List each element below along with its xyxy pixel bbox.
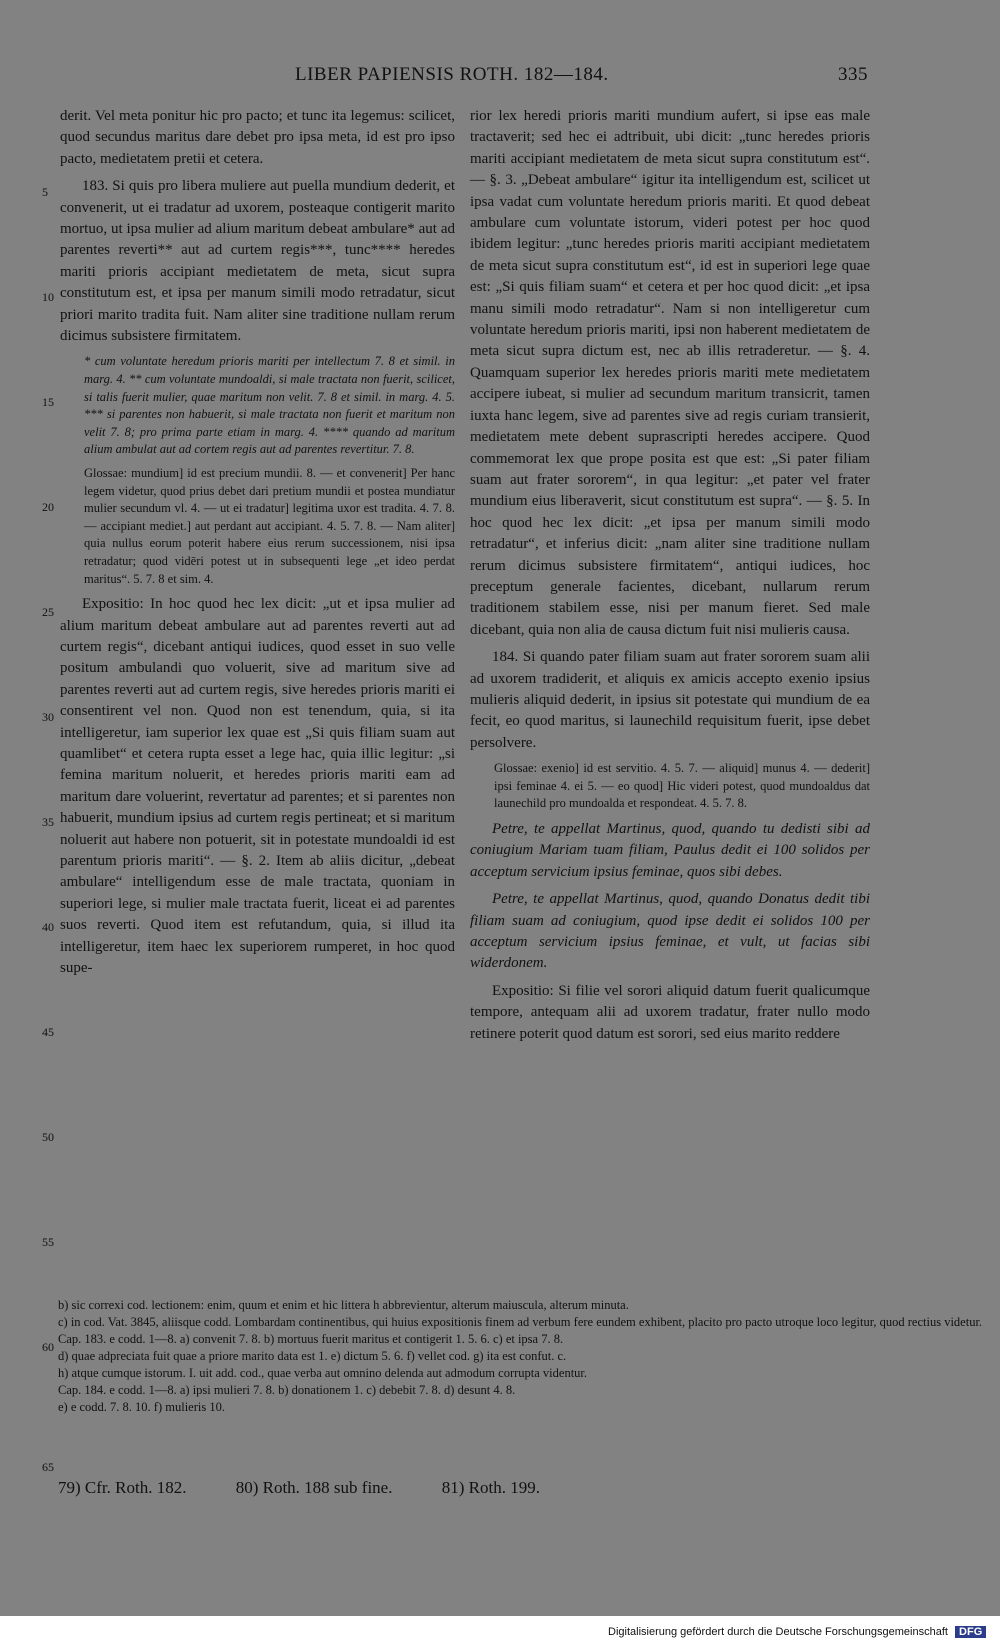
formula-1: Petre, te appellat Martinus, quod, quando tu dedisti sibi ad coniugium Mariam tuam filiam, Paulus dedit ei 100 solidos per acceptum servicium ipsius feminae, quos sibi debes. xyxy=(470,820,870,880)
expositio-184: Expositio: Si filie vel sorori aliquid datum fuerit qualicumque tempore, antequam alii ad uxorem tradatur, frater nullo modo retinere poterit quod datum est sorori, sed eius marito reddere xyxy=(470,982,870,1042)
footnote-line: e) e codd. 7. 8. 10. f) mulieris 10. xyxy=(58,1400,225,1414)
dfg-logo: DFG xyxy=(955,1626,986,1638)
continuation-paragraph: rior lex heredi prioris mariti mundium aufert, si ipse eas male tractaverit; sed hec ei adtribuit, ubi dicit: „tunc heredes prioris mariti accipiant medietatem de meta sicut supra constitutum est“. — §. 3. „Debeat ambulare“ igitur ita intelligendum est, scilicet ut ipsa vadat cum voluntate heredum prioris mariti. Et quod debeat ambulare cum voluntate istorum, videri potest per hoc quod ibidem legitur: „tunc heredes prioris mariti accipiant medietatem de meta sicut supra constitutum est“, id est in superiori lege quae est: „Si quis filiam suam“ et cetera et per hoc quod dicit: „et ipsa manu simili modo retradatur“. Nam si non intelligeretur cum voluntate heredum prioris mariti, ipsi non haberent medietatem de meta sicut supra dictum est, nec ab illis retraderetur. — §. 4. Quamquam superior lex heredes prioris mariti mete medietatem accipere iubeat, si mulier ad secundum maritum transicrit, tamen iuxta hanc legem, sive ad parentes sive ad regis curiam transierit, medietatem mete debent suprascripti heredes accipere. Quod commemorat lex que prope posita est que est: „Si pater filiam suam aut frater sororem“, in qua legitur: „et pater vel frater mundium eius liberaverit, sicut constitutum est supra“. — §. 5. In hoc quod hec lex dicit: „et ipsa per manum simili modo retradatur“, et inferius dicit: „nam aliter sine traditione nullam rerum dicimus subsistere firmitatem“, antiqui iudices, hoc preceptum generale facientes, dicebant, nullarum rerum traditionem stabilem esse, nisi per manum fieret. Sed male dicebant, quia non alia de causa dictum fuit nisi mulieris causa. xyxy=(470,108,870,638)
line-number: 40 xyxy=(42,920,54,934)
line-number: 30 xyxy=(42,710,54,724)
chapter-184: 184. Si quando pater filiam suam aut frater sororem suam alii ad uxorem tradiderit, et aliquis ex amicis accepto exenio ipsius mulieris aliquid dederit, in ipsius sit potestate qui mundium de ea fecit, eo quod maritus, si launechild requisitum fuerit, ipse debet persolvere. xyxy=(470,649,870,751)
glossae-184: Glossae: exenio] id est servitio. 4. 5. 7. — aliquid] munus 4. — dederit] ipsi feminae 4. ei 5. — eo quod] Hic videri potest, quod mundoaldus dat launechild pro mundoalda et respondeat. 4. 5. 7. 8. xyxy=(494,761,870,811)
line-number: 25 xyxy=(42,605,54,619)
expositio-183: Expositio: In hoc quod hec lex dicit: „ut et ipsa mulier ad alium maritum debeat ambulare aut ad parentes reverti aut ad curtem regis“, dicebant antiqui iudices, quod esset in suo velle positum ambulandi quo voluerit, sive ad maritum sive ad parentes reverti aut ad curtem regis, sive heredes prioris mariti ei consentirent vel non. Quod non est tenendum, quia, si ita intelligeretur, iam superior lex quae est „Si quis filiam suam aut quamlibet“ et cetera rupta esset a lege hac, quia illic legitur: „si femina maritum noluerit, et heredes prioris mariti eam ad maritum dare voluerint, revertatur ad parentes; et si parentes non habuerit, mundium ipsius ad curtem regis pertineat; et si maritum noluerit aut habere non potuerit, sit in potestate mundoaldi id est parentum prioris mariti“. — §. 2. Item ab aliis dicitur, „debeat ambulare“ intelligendum esse de male tractata, quoniam in superiori lege, si mulier male tractata fuerit, liceat ei ad parentes suos reverti. Quod item est refutandum, quia, si illud ita intelligeretur, item haec lex superiorem rumperet, in hoc quod supe- xyxy=(60,596,455,977)
chapter-183: 183. Si quis pro libera muliere aut puella mundium dederit, et convenerit, ut ei tradatur ad uxorem, posteaque contigerit marito mortuo, ut ipsa mulier ad alium maritum debeat ambulare* aut ad parentes reverti** aut ad curtem regis***, tunc**** heredes mariti prioris accipiant medietatem de meta, sicut supra constitutum est, et ipsa per manum simili modo retradatur, sicut priori marito tradita fuit. Nam aliter sine traditione nullam rerum dicimus subsistere firmitatem. xyxy=(60,178,455,345)
line-number: 45 xyxy=(42,1025,54,1039)
footnote-line: h) atque cumque istorum. I. uit add. cod., quae verba aut omnino delenda aut admodum corrupta videntur. xyxy=(58,1366,588,1380)
line-number: 55 xyxy=(42,1235,54,1249)
reference-note: 81) Roth. 199. xyxy=(441,1478,540,1497)
line-number: 10 xyxy=(42,290,54,304)
credit-text: Digitalisierung gefördert durch die Deutsche Forschungsgemeinschaft xyxy=(608,1626,948,1638)
footnote-line: b) sic correxi cod. lectionem: enim, quum et enim et hic littera h abbrevientur, alterum maiuscula, alterum minuta. xyxy=(58,1298,629,1312)
critical-apparatus xyxy=(58,1297,983,1416)
footnote-line: d) quae adpreciata fuit quae a priore marito data est 1. e) dictum 5. 6. f) vellet cod. g) ita est confut. c. xyxy=(58,1349,567,1363)
glossae-183: Glossae: mundium] id est precium mundii. 8. — et convenerit] Per hanc legem videtur, quod prius debet dari pretium mundii et postea mundiatur mulier secundum vl. 4. — ut ei tradatur] legitima uxor est tradita. 4. 7. 8. — accipiant mediet.] aut perdant aut accipiant. 4. 5. 7. 8. — Nam aliter] quia nullus eorum poterit habere eius rerum successionem, nisi ipsa retradatur; quod vidēri potest ut in subsequenti lege „et ideo perdat maritus“. 5. 7. 8 et sim. 4. xyxy=(84,466,455,586)
line-number: 5 xyxy=(42,185,48,199)
running-header xyxy=(0,64,1000,94)
reference-note: 80) Roth. 188 sub fine. xyxy=(235,1478,393,1497)
formula-2: Petre, te appellat Martinus, quod, quando Donatus dedit tibi filiam suam ad coniugium, quod ipse dedit ei solidos 100 per acceptum servicium ipsius feminae, et vult, ut facias sibi widerdonem. xyxy=(470,891,870,972)
line-number: 65 xyxy=(42,1460,54,1474)
funding-credit xyxy=(608,1626,986,1638)
left-column xyxy=(60,106,455,986)
footnote-line: c) in cod. Vat. 3845, aliisque codd. Lombardam continentibus, qui huius expositionis finem ad verbum fere eundem exhibent, placito pro pacto utroque loco legitur, quod rectius videtur. xyxy=(58,1315,983,1329)
footnote-line: Cap. 184. e codd. 1—8. a) ipsi mulieri 7. 8. b) donationem 1. c) debebit 7. 8. d) desunt 4. 8. xyxy=(58,1383,516,1397)
line-number: 35 xyxy=(42,815,54,829)
intro-paragraph: derit. Vel meta ponitur hic pro pacto; et tunc ita legemus: scilicet, quod secundus maritus dare debet pro ipsa meta, id est pro ipso pacto, medietatem pretii et cetera. xyxy=(60,108,455,167)
page-number: 335 xyxy=(838,64,868,85)
line-number: 60 xyxy=(42,1340,54,1354)
running-title: LIBER PAPIENSIS ROTH. 182—184. xyxy=(295,64,609,85)
variant-notes: * cum voluntate heredum prioris mariti per intellectum 7. 8 et simil. in marg. 4. ** cum voluntate mundoaldi, si male tractata non fuerit, scilicet, si talis fuerit mulier, quae maritum non velit. 7. 8 et simil. in marg. 4. 5. *** si parentes non habuerit, si male tractata non fuerit et maritum non velit 7. 8; pro prima parte etiam in marg. 4. **** quando ad maritum alium ambulat aut ad cortem regis aut ad parentes revertitur. 7. 8. xyxy=(84,354,455,457)
right-column xyxy=(470,106,870,1051)
line-number: 50 xyxy=(42,1130,54,1144)
line-number: 15 xyxy=(42,395,54,409)
reference-notes xyxy=(58,1478,858,1498)
line-number: 20 xyxy=(42,500,54,514)
footnote-line: Cap. 183. e codd. 1—8. a) convenit 7. 8. b) mortuus fuerit maritus et contigerit 1. 5. 6. c) et ipsa 7. 8. xyxy=(58,1332,564,1346)
reference-note: 79) Cfr. Roth. 182. xyxy=(58,1478,187,1497)
